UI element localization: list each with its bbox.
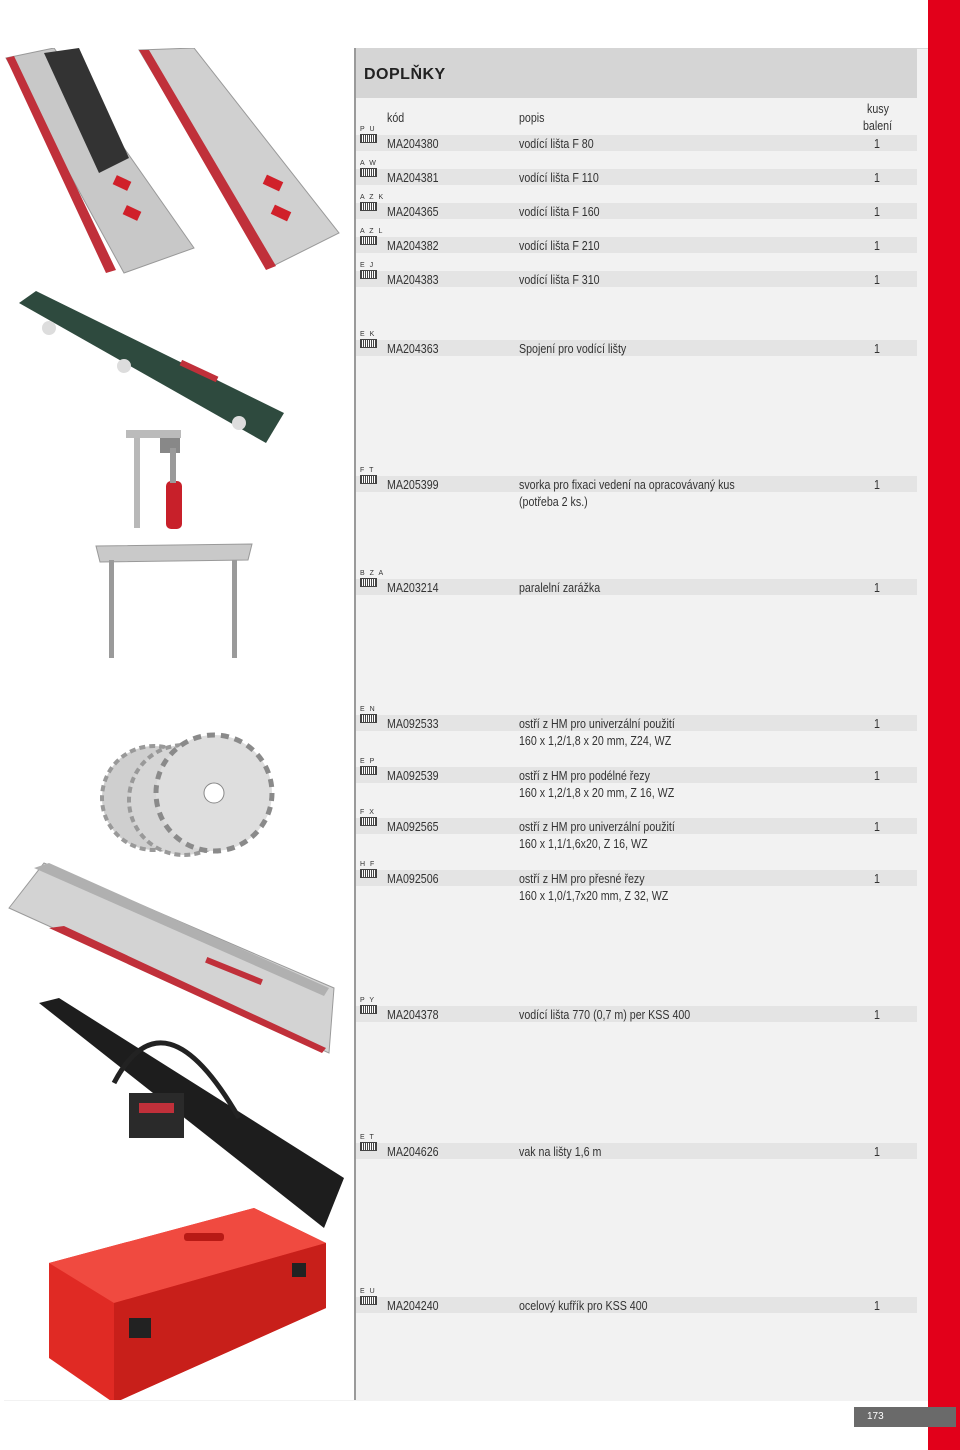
parallel-stop-image <box>96 544 252 658</box>
article-code: MA204240 <box>387 1298 439 1313</box>
table-row <box>356 809 917 851</box>
column-header-quantity-line2: balení <box>863 118 893 133</box>
article-description: svorka pro fixaci vedení na opracovávaný kus <box>519 477 735 492</box>
table-row <box>356 228 917 253</box>
article-code: MA204626 <box>387 1144 439 1159</box>
table-row <box>356 758 917 800</box>
article-code: MA092539 <box>387 768 439 783</box>
article-description-detail: 160 x 1,2/1,8 x 20 mm, Z24, WZ <box>519 733 672 748</box>
table-row <box>356 331 917 356</box>
article-description: vodící lišta F 80 <box>519 136 594 151</box>
red-side-bar <box>928 0 960 1450</box>
article-code: MA092506 <box>387 871 439 886</box>
product-images-column <box>4 48 356 1400</box>
product-illustrations <box>4 48 354 1400</box>
clamp-image <box>126 430 182 529</box>
article-quantity: 1 <box>874 716 880 731</box>
article-code: MA203214 <box>387 580 439 595</box>
article-description-detail: 160 x 1,1/1,6x20, Z 16, WZ <box>519 836 648 851</box>
article-description-detail: 160 x 1,2/1,8 x 20 mm, Z 16, WZ <box>519 785 675 800</box>
article-description: vodící lišta F 310 <box>519 272 600 287</box>
page-number: 173 <box>867 1411 884 1422</box>
article-quantity: 1 <box>874 170 880 185</box>
steel-case-image <box>49 1208 326 1400</box>
table-row <box>356 160 917 185</box>
article-quantity: 1 <box>874 341 880 356</box>
article-code: MA204363 <box>387 341 439 356</box>
article-code-barcode-icon: E K <box>360 331 376 348</box>
article-code: MA204365 <box>387 204 439 219</box>
article-code-barcode-icon: B Z A <box>360 570 376 587</box>
article-quantity: 1 <box>874 477 880 492</box>
table-row <box>356 861 917 903</box>
article-code-barcode-icon: E U <box>360 1288 376 1305</box>
section-title: DOPLŇKY <box>364 66 446 83</box>
article-code-barcode-icon: E T <box>360 1134 376 1151</box>
saw-blades-image <box>102 735 272 855</box>
article-description: vodící lišta F 160 <box>519 204 600 219</box>
article-description: ostří z HM pro univerzální použití <box>519 716 675 731</box>
article-description: ostří z HM pro univerzální použití <box>519 819 675 834</box>
article-description: ostří z HM pro podélné řezy <box>519 768 650 783</box>
table-row <box>356 997 917 1022</box>
article-code-barcode-icon: E N <box>360 706 376 723</box>
article-code-barcode-icon: P Y <box>360 997 376 1014</box>
table-row <box>356 194 917 219</box>
column-header-description: popis <box>519 110 545 125</box>
article-code-barcode-icon: A W <box>360 160 376 177</box>
table-row <box>356 1288 917 1313</box>
article-code: MA205399 <box>387 477 439 492</box>
table-row <box>356 706 917 748</box>
table-row <box>356 570 917 595</box>
article-description: Spojení pro vodící lišty <box>519 341 627 356</box>
article-description: vodící lišta F 110 <box>519 170 599 185</box>
article-code-barcode-icon: E J <box>360 262 376 279</box>
article-quantity: 1 <box>874 136 880 151</box>
article-quantity: 1 <box>874 1144 880 1159</box>
article-quantity: 1 <box>874 272 880 287</box>
article-code-barcode-icon: E P <box>360 758 376 775</box>
article-code-barcode-icon: F T <box>360 467 376 484</box>
article-code: MA204383 <box>387 272 439 287</box>
article-code-barcode-icon: F X <box>360 809 376 826</box>
page-number-badge <box>854 1407 956 1427</box>
column-header-code: kód <box>387 110 405 125</box>
article-code: MA092565 <box>387 819 439 834</box>
article-quantity: 1 <box>874 819 880 834</box>
article-quantity: 1 <box>874 1007 880 1022</box>
article-description-detail: 160 x 1,0/1,7x20 mm, Z 32, WZ <box>519 888 669 903</box>
article-code: MA204380 <box>387 136 439 151</box>
article-quantity: 1 <box>874 238 880 253</box>
article-quantity: 1 <box>874 580 880 595</box>
table-row <box>356 262 917 287</box>
rail-connector-image <box>19 291 284 443</box>
article-description: ocelový kufřík pro KSS 400 <box>519 1298 648 1313</box>
article-code: MA204381 <box>387 170 439 185</box>
article-code-barcode-icon: P U <box>360 126 376 143</box>
article-quantity: 1 <box>874 1298 880 1313</box>
article-code-barcode-icon: A Z L <box>360 228 376 245</box>
article-code: MA204382 <box>387 238 439 253</box>
article-code: MA092533 <box>387 716 439 731</box>
article-quantity: 1 <box>874 768 880 783</box>
article-description: vak na lišty 1,6 m <box>519 1144 602 1159</box>
article-description: ostří z HM pro přesné řezy <box>519 871 645 886</box>
article-quantity: 1 <box>874 204 880 219</box>
article-description: vodící lišta 770 (0,7 m) per KSS 400 <box>519 1007 691 1022</box>
table-row <box>356 467 917 509</box>
table-row <box>356 126 917 151</box>
article-description: paralelní zarážka <box>519 580 601 595</box>
table-row <box>356 1134 917 1159</box>
article-quantity: 1 <box>874 871 880 886</box>
article-code-barcode-icon: H F <box>360 861 376 878</box>
section-header <box>356 48 917 98</box>
article-code: MA204378 <box>387 1007 439 1022</box>
long-guide-rail-image <box>9 863 334 1053</box>
article-code-barcode-icon: A Z K <box>360 194 376 211</box>
column-header-quantity-line1: kusy <box>867 101 889 116</box>
article-description: vodící lišta F 210 <box>519 238 600 253</box>
article-description-detail: (potřeba 2 ks.) <box>519 494 588 509</box>
